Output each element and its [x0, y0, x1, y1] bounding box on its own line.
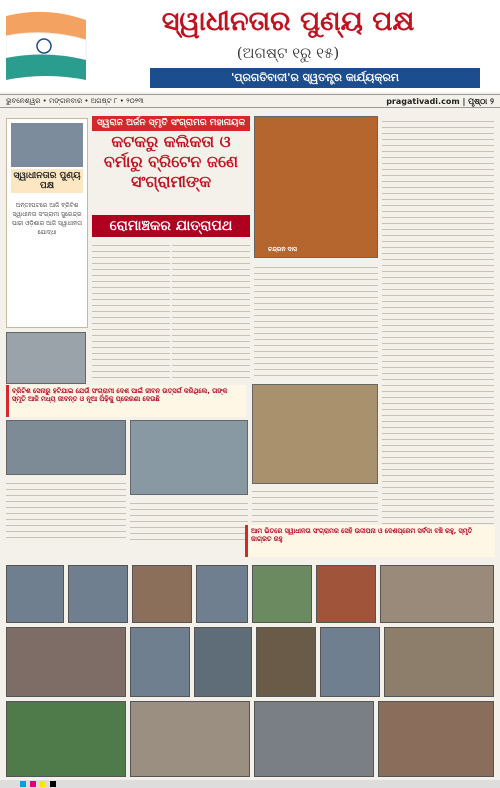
speaker-photo: [254, 116, 378, 258]
masthead: [0, 0, 500, 92]
event-photo-1: [6, 420, 126, 475]
lower-mid-column: [130, 498, 248, 540]
speaker-photo-caption: ଚନ୍ଦ୍ରନ ଦାସ: [268, 246, 297, 253]
grid-photo: [196, 565, 248, 623]
grid-photo: [6, 701, 126, 777]
series-banner: 'ପ୍ରଗତିବାଦୀ'ର ସ୍ୱତନ୍ତ୍ର କାର୍ଯ୍ୟକ୍ରମ: [150, 68, 480, 88]
print-registration-strip: [0, 780, 500, 788]
sidebar-box-text: ଅନ୍ତଃପଟରେ ଆଜି ବ୍ରିଟିଶ ସ୍ୱାଧୀନତା ସଂଗ୍ରାମୀ ସୁରେନ୍ଦ୍ର ପାଢୀ ଓଡ଼ିଶାର ଆଜି ସ୍ୱାଧୀନତା ଯୋଦ୍ଧା: [11, 202, 83, 236]
grid-photo: [130, 627, 190, 697]
grid-photo: [252, 565, 312, 623]
story-column-1: [92, 240, 170, 380]
sidebar-photo: [11, 123, 83, 167]
registration-mark: [20, 781, 26, 787]
grid-photo: [380, 565, 494, 623]
right-column-text: [382, 116, 494, 536]
story-headline-2: ରୋମାଞ୍ଚକର ଯାତ୍ରାପଥ: [92, 215, 250, 237]
grid-photo: [130, 701, 250, 777]
pull-quote-left: ବ୍ରିଟିଶ ସେନାରୁ ହଟିଯାଇ ଯେଉଁ ସଂଗ୍ରାମୀ ଦେଶ ପାଇଁ ଜୀବନ ଉତ୍ସର୍ଗ କରିଥିଲେ, ତାଙ୍କ ସ୍ମୃତି ଆଜି ମଧ୍ୟ ଜୀବନ୍ତ ଓ ନୂଆ ପିଢ଼ିକୁ ପ୍ରେରଣା ଦେଉଛି: [6, 385, 246, 417]
grid-photo: [320, 627, 380, 697]
registration-mark: [40, 781, 46, 787]
sidebar-box-title: ସ୍ୱାଧୀନତାର ପୁଣ୍ୟ ପକ୍ଷ: [11, 169, 83, 193]
mid-right-column: [252, 486, 378, 522]
date-text: ଭୁବନେଶ୍ୱର • ମଙ୍ଗଳବାର • ଅଗଷ୍ଟ ୮ • ୨୦୨୩: [6, 97, 144, 105]
grid-photo: [6, 565, 64, 623]
elder-photo: [6, 332, 86, 384]
grid-photo: [384, 627, 494, 697]
site-and-page: pragativadi.com | ପୃଷ୍ଠା ୨: [386, 97, 494, 106]
story-column-2: [172, 240, 250, 380]
registration-mark: [30, 781, 36, 787]
sidebar-box: [6, 118, 88, 328]
page-subtitle: (ଅଗଷ୍ଟ ୧ରୁ ୧୫): [236, 44, 340, 62]
story-column-3: [254, 262, 378, 380]
site-url[interactable]: pragativadi.com: [386, 97, 460, 106]
page-number: ପୃଷ୍ଠା ୨: [468, 97, 494, 106]
photo-grid: [6, 545, 494, 780]
event-photo-2: [130, 420, 248, 495]
grid-photo: [256, 627, 316, 697]
pull-quote-mid: ଆମ ଭିତରେ ସ୍ୱାଧୀନତା ସଂଗ୍ରାମର ସେହି ଉଦ୍ଦୀପନା ଓ ଦେଶପ୍ରେମ ସର୍ବଦା ବଞ୍ଚି ରହୁ, ସ୍ମୃତି ଜାଗ୍ରତ ରହୁ: [245, 525, 495, 557]
grid-photo: [194, 627, 252, 697]
dateline: [0, 94, 500, 108]
registration-mark: [50, 781, 56, 787]
page-title: ସ୍ୱାଧୀନତାର ପୁଣ୍ୟ ପକ୍ଷ: [161, 6, 415, 37]
event-photo-3: [252, 384, 378, 484]
grid-photo: [68, 565, 128, 623]
grid-photo: [254, 701, 374, 777]
grid-photo: [132, 565, 192, 623]
grid-photo: [316, 565, 376, 623]
lower-left-column: [6, 478, 126, 540]
story-kicker: ସ୍ୱରାଜ ଅର୍ଜନ ସ୍ମୃତି ସଂଗ୍ରାମର ମହାନାୟକ: [92, 116, 250, 131]
grid-photo: [378, 701, 494, 777]
story-headline: କଟକରୁ କଲିକତା ଓ ବର୍ମାରୁ ବ୍ରିଟେନ ଜଣେ ସଂଗ୍ରାମୀଙ୍କ: [103, 132, 239, 191]
grid-photo: [6, 627, 126, 697]
